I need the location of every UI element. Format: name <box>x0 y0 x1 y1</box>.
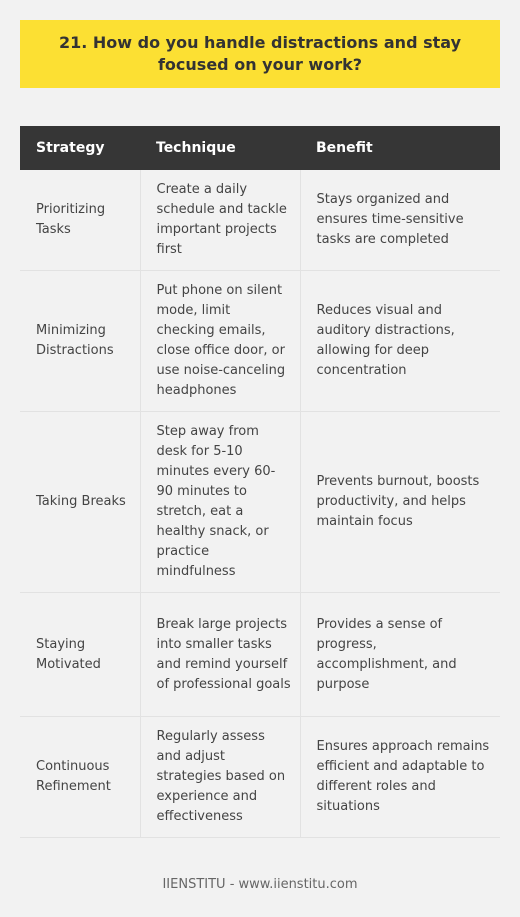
benefit-cell: Provides a sense of progress, accomplishment, and purpose <box>300 593 500 717</box>
table-row <box>20 271 500 412</box>
strategy-cell: Continuous Refinement <box>20 717 140 838</box>
table-row <box>20 717 500 838</box>
benefit-cell: Stays organized and ensures time-sensitive tasks are completed <box>300 170 500 271</box>
strategy-cell: Taking Breaks <box>20 412 140 593</box>
column-header-technique: Technique <box>140 126 300 170</box>
column-header-benefit: Benefit <box>300 126 500 170</box>
benefit-cell: Reduces visual and auditory distractions, allowing for deep concentration <box>300 271 500 412</box>
technique-cell: Break large projects into smaller tasks and remind yourself of professional goals <box>140 593 300 717</box>
strategy-table <box>20 126 500 838</box>
table-row <box>20 412 500 593</box>
benefit-cell: Prevents burnout, boosts productivity, and helps maintain focus <box>300 412 500 593</box>
table-row <box>20 170 500 271</box>
technique-cell: Regularly assess and adjust strategies based on experience and effectiveness <box>140 717 300 838</box>
table-row <box>20 593 500 717</box>
technique-cell: Create a daily schedule and tackle important projects first <box>140 170 300 271</box>
strategy-cell: Staying Motivated <box>20 593 140 717</box>
column-header-strategy: Strategy <box>20 126 140 170</box>
strategy-cell: Prioritizing Tasks <box>20 170 140 271</box>
footer-credit: IIENSTITU - www.iienstitu.com <box>162 877 358 892</box>
title-banner <box>20 20 500 88</box>
technique-cell: Put phone on silent mode, limit checking emails, close office door, or use noise-canceling headphones <box>140 271 300 412</box>
table-header-row <box>20 126 500 170</box>
technique-cell: Step away from desk for 5-10 minutes every 60-90 minutes to stretch, eat a healthy snack, or practice mindfulness <box>140 412 300 593</box>
page-title: 21. How do you handle distractions and stay focused on your work? <box>59 33 461 74</box>
benefit-cell: Ensures approach remains efficient and adaptable to different roles and situations <box>300 717 500 838</box>
strategy-cell: Minimizing Distractions <box>20 271 140 412</box>
